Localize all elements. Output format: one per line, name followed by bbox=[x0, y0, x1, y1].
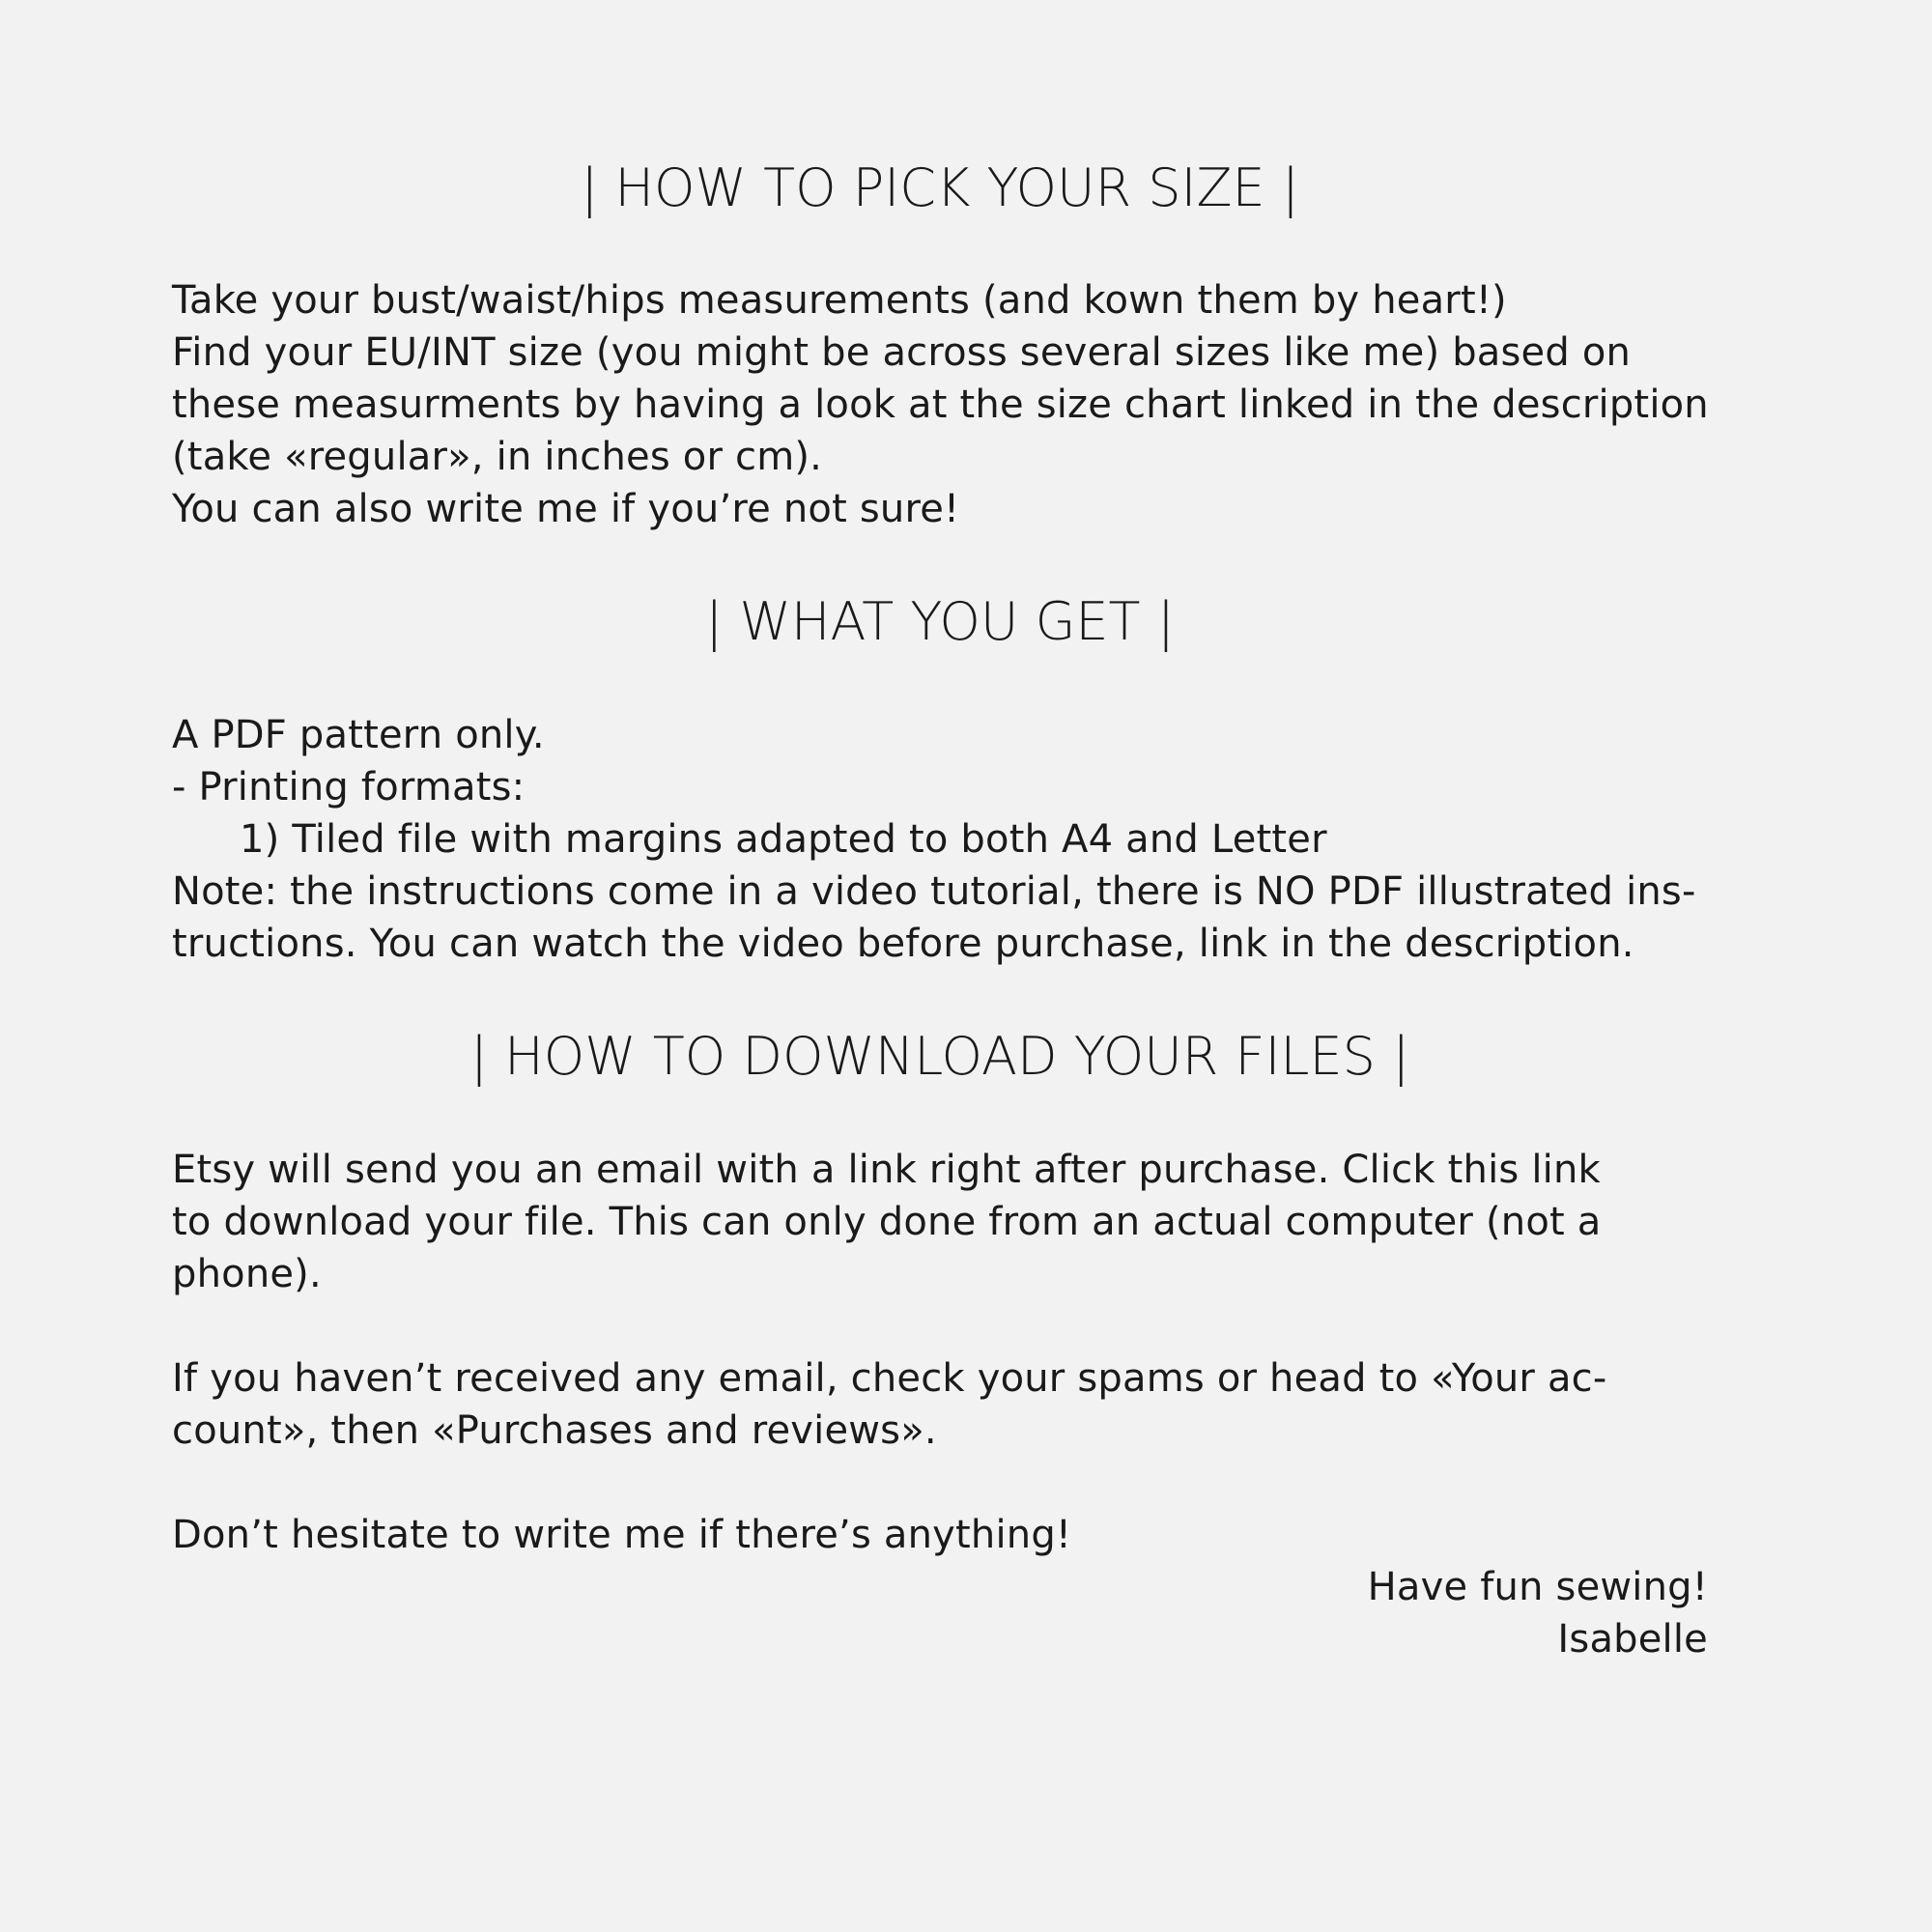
printing-format-item: 1) Tiled file with margins adapted to both A4 and Letter bbox=[240, 817, 1327, 862]
closing-line: Have fun sewing! bbox=[1367, 1565, 1708, 1609]
download-text-line: count», then «Purchases and reviews». bbox=[172, 1408, 937, 1453]
size-text-line: these measurments by having a look at the size chart linked in the description bbox=[172, 383, 1709, 427]
size-text-line: You can also write me if you’re not sure! bbox=[172, 487, 960, 531]
signature: Isabelle bbox=[1557, 1617, 1708, 1662]
get-text-line: - Printing formats: bbox=[172, 765, 526, 810]
download-text-line: Don’t hesitate to write me if there’s anything! bbox=[172, 1513, 1072, 1557]
download-text-line: phone). bbox=[172, 1252, 322, 1296]
size-text-line: Take your bust/waist/hips measurements (and kown them by heart!) bbox=[172, 278, 1507, 323]
size-text-line: Find your EU/INT size (you might be across several sizes like me) based on bbox=[172, 330, 1632, 375]
instructions-page bbox=[172, 0, 1708, 1932]
size-text-line: (take «regular», in inches or cm). bbox=[172, 435, 823, 479]
get-text-line: Note: the instructions come in a video tutorial, there is NO PDF illustrated ins- bbox=[172, 869, 1696, 914]
get-text-line: tructions. You can watch the video before purchase, link in the description. bbox=[172, 922, 1634, 966]
download-text-line: Etsy will send you an email with a link right after purchase. Click this link bbox=[172, 1148, 1601, 1192]
heading-how-to-download: | HOW TO DOWNLOAD YOUR FILES | bbox=[469, 1026, 1410, 1087]
heading-what-you-get: | WHAT YOU GET | bbox=[705, 591, 1175, 652]
download-text-line: to download your file. This can only done from an actual computer (not a bbox=[172, 1200, 1602, 1244]
download-text-line: If you haven’t received any email, check your spams or head to «Your ac- bbox=[172, 1356, 1607, 1401]
get-text-line: A PDF pattern only. bbox=[172, 713, 545, 757]
heading-how-to-pick-size: | HOW TO PICK YOUR SIZE | bbox=[581, 157, 1299, 218]
